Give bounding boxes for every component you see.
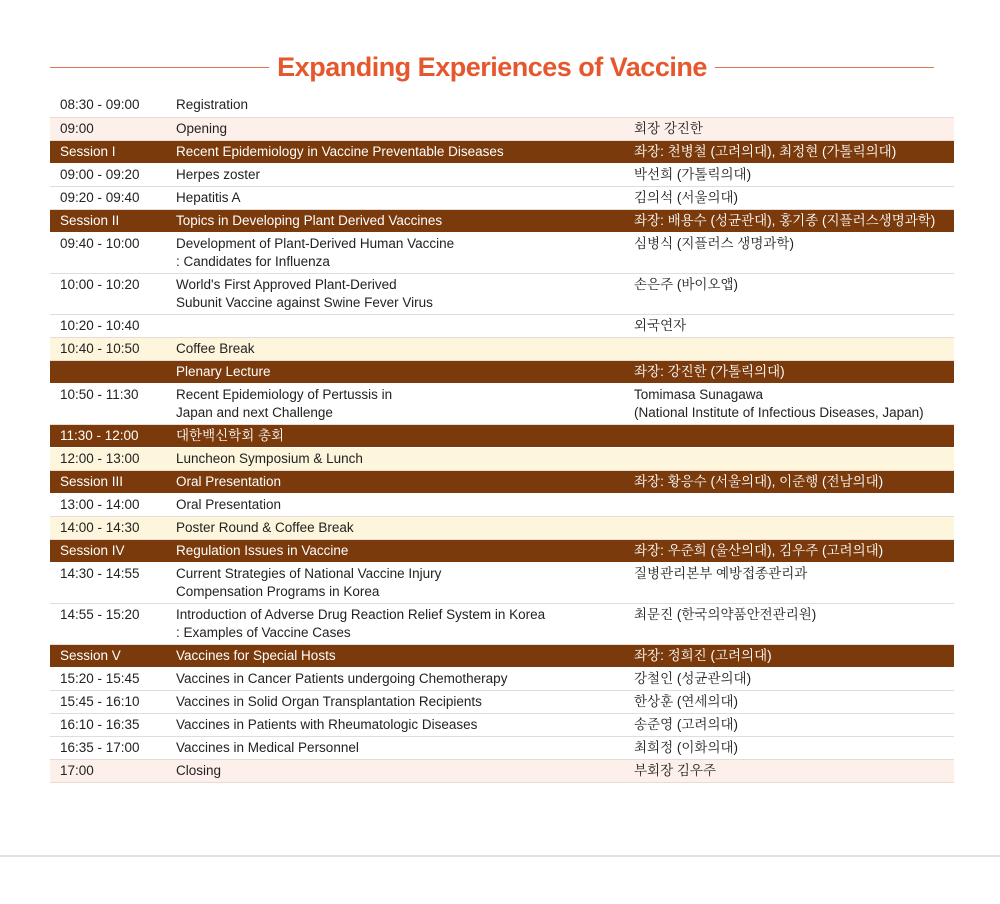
speaker-cell — [624, 94, 954, 117]
session-header-row — [50, 644, 954, 667]
time-cell: Session V — [50, 644, 166, 667]
speaker-cell — [624, 644, 954, 667]
title-line: Introduction of Adverse Drug Reaction Relief System in Korea — [176, 606, 546, 622]
speaker-cell — [624, 603, 954, 644]
time-cell: 11:30 - 12:00 — [50, 424, 166, 447]
time-cell: 09:40 - 10:00 — [50, 232, 166, 273]
title-line: Registration — [176, 97, 249, 112]
time-cell: 10:00 - 10:20 — [50, 273, 166, 314]
speaker-line: 최문진 (한국의약품안전관리원) — [634, 606, 817, 622]
time-cell: 15:20 - 15:45 — [50, 667, 166, 690]
title-cell — [166, 232, 624, 273]
title-rule-left — [50, 67, 269, 68]
page-title: Expanding Experiences of Vaccine — [277, 52, 707, 82]
title-line: Vaccines in Cancer Patients undergoing Chemotherapy — [176, 670, 508, 686]
speaker-cell — [624, 713, 954, 736]
speaker-cell — [624, 383, 954, 424]
title-cell — [166, 667, 624, 690]
speaker-cell — [624, 516, 954, 539]
title-cell — [166, 470, 624, 493]
title-cell — [166, 690, 624, 713]
schedule-row — [50, 690, 954, 713]
title-line: Vaccines for Special Hosts — [176, 647, 336, 663]
speaker-line: 좌장: 배용수 (성균관대), 홍기종 (지플러스생명과학) — [634, 212, 936, 228]
title-line: Subunit Vaccine against Swine Fever Virus — [176, 294, 433, 310]
schedule-row — [50, 94, 954, 117]
title-line: Topics in Developing Plant Derived Vaccines — [176, 212, 443, 228]
speaker-line: 좌장: 강진한 (가톨릭의대) — [634, 363, 785, 379]
schedule-row — [50, 447, 954, 470]
speaker-cell — [624, 447, 954, 470]
title-cell — [166, 163, 624, 186]
title-line: Closing — [176, 762, 222, 778]
schedule-row — [50, 667, 954, 690]
time-cell: 10:50 - 11:30 — [50, 383, 166, 424]
title-line: Luncheon Symposium & Lunch — [176, 450, 363, 466]
title-bar — [50, 46, 934, 88]
speaker-line: 송준영 (고려의대) — [634, 716, 739, 732]
title-cell — [166, 337, 624, 360]
schedule-row — [50, 383, 954, 424]
schedule-table — [50, 94, 954, 783]
speaker-line: 좌장: 천병철 (고려의대), 최정현 (가톨릭의대) — [634, 143, 897, 159]
session-header-row — [50, 539, 954, 562]
time-cell: 17:00 — [50, 759, 166, 782]
title-line: : Examples of Vaccine Cases — [176, 624, 351, 640]
session-header-row — [50, 209, 954, 232]
schedule-row — [50, 314, 954, 337]
title-line: Herpes zoster — [176, 166, 261, 182]
speaker-line: (National Institute of Infectious Diseases, Japan) — [634, 404, 924, 420]
speaker-line: 부회장 김우주 — [634, 762, 716, 778]
speaker-cell — [624, 759, 954, 782]
schedule-row — [50, 273, 954, 314]
speaker-line: 박선희 (가톨릭의대) — [634, 166, 752, 182]
speaker-cell — [624, 667, 954, 690]
title-cell — [166, 644, 624, 667]
schedule-row — [50, 736, 954, 759]
schedule-row — [50, 117, 954, 140]
schedule-row — [50, 516, 954, 539]
title-line: World's First Approved Plant-Derived — [176, 276, 397, 292]
schedule-row — [50, 493, 954, 516]
session-header-row — [50, 140, 954, 163]
title-cell — [166, 759, 624, 782]
title-line: Poster Round & Coffee Break — [176, 519, 354, 535]
title-cell — [166, 713, 624, 736]
speaker-cell — [624, 424, 954, 447]
schedule-row — [50, 337, 954, 360]
time-cell — [50, 360, 166, 383]
speaker-line: 좌장: 정희진 (고려의대) — [634, 647, 772, 663]
title-line: Hepatitis A — [176, 189, 241, 205]
speaker-cell — [624, 209, 954, 232]
title-cell — [166, 424, 624, 447]
title-line: Vaccines in Solid Organ Transplantation Recipients — [176, 693, 482, 709]
title-rule-right — [715, 67, 934, 68]
speaker-line: 좌장: 우준희 (울산의대), 김우주 (고려의대) — [634, 542, 884, 558]
speaker-cell — [624, 163, 954, 186]
title-cell — [166, 360, 624, 383]
title-cell — [166, 94, 624, 117]
speaker-line: 좌장: 황응수 (서울의대), 이준행 (전남의대) — [634, 473, 884, 489]
title-cell — [166, 736, 624, 759]
schedule-row — [50, 562, 954, 603]
speaker-line: 회장 강진한 — [634, 120, 703, 136]
time-cell: 08:30 - 09:00 — [50, 94, 166, 117]
title-line: Coffee Break — [176, 340, 255, 356]
speaker-line: 강철인 (성균관의대) — [634, 670, 752, 686]
title-line: Recent Epidemiology of Pertussis in — [176, 386, 393, 402]
speaker-cell — [624, 232, 954, 273]
title-cell — [166, 117, 624, 140]
time-cell: 14:00 - 14:30 — [50, 516, 166, 539]
speaker-cell — [624, 690, 954, 713]
speaker-cell — [624, 314, 954, 337]
schedule-row — [50, 186, 954, 209]
speaker-line: 심병식 (지플러스 생명과학) — [634, 235, 794, 251]
speaker-cell — [624, 117, 954, 140]
time-cell: Session I — [50, 140, 166, 163]
title-cell — [166, 383, 624, 424]
time-cell: 10:20 - 10:40 — [50, 314, 166, 337]
title-line: Opening — [176, 120, 228, 136]
speaker-line: 손은주 (바이오앱) — [634, 276, 739, 292]
title-line: Plenary Lecture — [176, 363, 271, 379]
title-line: Regulation Issues in Vaccine — [176, 542, 349, 558]
title-cell — [166, 447, 624, 470]
title-cell — [166, 516, 624, 539]
title-cell — [166, 314, 624, 337]
speaker-cell — [624, 360, 954, 383]
session-header-row — [50, 470, 954, 493]
title-line: Vaccines in Medical Personnel — [176, 739, 359, 755]
title-cell — [166, 140, 624, 163]
speaker-line: 외국연자 — [634, 317, 687, 333]
schedule-row — [50, 759, 954, 782]
title-cell — [166, 539, 624, 562]
title-line: Current Strategies of National Vaccine Injury — [176, 565, 442, 581]
speaker-line: Tomimasa Sunagawa — [634, 386, 764, 402]
speaker-cell — [624, 186, 954, 209]
speaker-cell — [624, 539, 954, 562]
title-line: Japan and next Challenge — [176, 404, 333, 420]
title-line: 대한백신학회 총회 — [176, 427, 285, 443]
speaker-cell — [624, 273, 954, 314]
title-line: Recent Epidemiology in Vaccine Preventable Diseases — [176, 143, 504, 159]
time-cell: 10:40 - 10:50 — [50, 337, 166, 360]
title-line: Compensation Programs in Korea — [176, 583, 380, 599]
time-cell: Session II — [50, 209, 166, 232]
speaker-line: 한상훈 (연세의대) — [634, 693, 739, 709]
title-line: Vaccines in Patients with Rheumatologic Diseases — [176, 716, 478, 732]
time-cell: 15:45 - 16:10 — [50, 690, 166, 713]
title-cell — [166, 186, 624, 209]
time-cell: 09:00 - 09:20 — [50, 163, 166, 186]
footer-divider — [0, 855, 1000, 857]
time-cell: 16:10 - 16:35 — [50, 713, 166, 736]
schedule-row — [50, 713, 954, 736]
schedule-row — [50, 163, 954, 186]
title-line: Oral Presentation — [176, 473, 282, 489]
time-cell: 12:00 - 13:00 — [50, 447, 166, 470]
speaker-cell — [624, 562, 954, 603]
time-cell: 09:00 — [50, 117, 166, 140]
title-line: Oral Presentation — [176, 496, 282, 512]
time-cell: 14:55 - 15:20 — [50, 603, 166, 644]
speaker-line: 최희정 (이화의대) — [634, 739, 739, 755]
time-cell: 13:00 - 14:00 — [50, 493, 166, 516]
speaker-cell — [624, 140, 954, 163]
title-line: : Candidates for Influenza — [176, 253, 330, 269]
title-cell — [166, 562, 624, 603]
schedule-row — [50, 603, 954, 644]
time-cell: Session III — [50, 470, 166, 493]
session-header-row — [50, 424, 954, 447]
time-cell: Session IV — [50, 539, 166, 562]
title-cell — [166, 209, 624, 232]
title-cell — [166, 603, 624, 644]
title-cell — [166, 493, 624, 516]
speaker-cell — [624, 736, 954, 759]
time-cell: 16:35 - 17:00 — [50, 736, 166, 759]
time-cell: 14:30 - 14:55 — [50, 562, 166, 603]
schedule-row — [50, 232, 954, 273]
title-line: Development of Plant-Derived Human Vaccine — [176, 235, 455, 251]
speaker-cell — [624, 493, 954, 516]
speaker-cell — [624, 470, 954, 493]
title-cell — [166, 273, 624, 314]
session-header-row — [50, 360, 954, 383]
time-cell: 09:20 - 09:40 — [50, 186, 166, 209]
speaker-line: 질병관리본부 예방접종관리과 — [634, 565, 808, 581]
speaker-cell — [624, 337, 954, 360]
speaker-line: 김의석 (서울의대) — [634, 189, 739, 205]
